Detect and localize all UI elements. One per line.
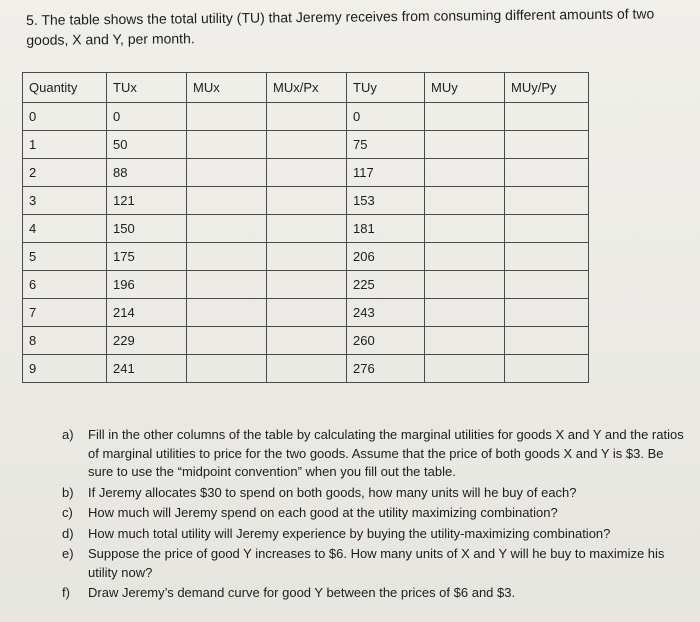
- cell-quantity: 2: [23, 159, 107, 187]
- subquestion-item: [62, 584, 687, 603]
- subquestion-item: [62, 484, 687, 503]
- table-row: [23, 243, 589, 271]
- subquestion-label: b): [62, 484, 74, 500]
- cell-tuy: 260: [347, 327, 425, 355]
- header-muy-py: MUy/Py: [505, 73, 589, 103]
- cell-mux-px: [267, 243, 347, 271]
- cell-muy-py: [505, 103, 589, 131]
- cell-tuy: 75: [347, 131, 425, 159]
- cell-tux: 121: [107, 187, 187, 215]
- subquestion-label: e): [62, 546, 74, 561]
- cell-muy-py: [505, 187, 589, 215]
- cell-quantity: 0: [23, 103, 107, 131]
- cell-mux-px: [267, 215, 347, 243]
- cell-muy: [425, 271, 505, 299]
- utility-table: [22, 72, 589, 383]
- subquestion-text: Fill in the other columns of the table by calculating the marginal utilities for goods X and Y and the ratios of marginal utilities to price for the two goods. Assume that the price of both goods X and Y is $3. Be sure to use the “midpoint convention” when you fill out the table.: [88, 427, 684, 479]
- cell-mux: [187, 159, 267, 187]
- cell-muy: [425, 131, 505, 159]
- table-body: [23, 103, 589, 383]
- question-heading-line-2: goods, X and Y, per month.: [26, 30, 195, 48]
- cell-mux-px: [267, 159, 347, 187]
- cell-muy-py: [505, 215, 589, 243]
- subquestion-text: Draw Jeremy’s demand curve for good Y between the prices of $6 and $3.: [88, 585, 516, 600]
- cell-tux: 175: [107, 243, 187, 271]
- header-quantity: Quantity: [23, 73, 107, 103]
- subquestion-item: [62, 525, 687, 544]
- cell-mux-px: [267, 187, 347, 215]
- cell-muy: [425, 187, 505, 215]
- table-header-row: [23, 73, 589, 103]
- subquestion-text: If Jeremy allocates $30 to spend on both goods, how many units will he buy of each?: [88, 484, 577, 500]
- cell-tuy: 276: [347, 355, 425, 383]
- cell-quantity: 1: [23, 131, 107, 159]
- header-tuy: TUy: [347, 73, 425, 103]
- cell-tuy: 0: [347, 103, 425, 131]
- subquestion-text: Suppose the price of good Y increases to $6. How many units of X and Y will he buy to maximize his utility now?: [88, 546, 665, 580]
- cell-muy-py: [505, 327, 589, 355]
- cell-muy: [425, 299, 505, 327]
- cell-mux: [187, 271, 267, 299]
- header-mux-px: MUx/Px: [267, 73, 347, 103]
- cell-muy-py: [505, 159, 589, 187]
- table-row: [23, 355, 589, 383]
- cell-muy: [425, 327, 505, 355]
- cell-mux-px: [267, 271, 347, 299]
- cell-muy: [425, 355, 505, 383]
- cell-mux-px: [267, 327, 347, 355]
- subquestion-item: [62, 504, 687, 523]
- header-tux: TUx: [107, 73, 187, 103]
- table-row: [23, 131, 589, 159]
- subquestion-label: d): [62, 525, 74, 541]
- cell-muy-py: [505, 243, 589, 271]
- cell-tux: 196: [107, 271, 187, 299]
- subquestion-list: [62, 426, 687, 605]
- cell-mux-px: [267, 355, 347, 383]
- question-heading: [26, 3, 686, 50]
- cell-tux: 214: [107, 299, 187, 327]
- cell-mux-px: [267, 103, 347, 131]
- cell-tux: 150: [107, 215, 187, 243]
- header-muy: MUy: [425, 73, 505, 103]
- cell-mux: [187, 131, 267, 159]
- cell-quantity: 4: [23, 215, 107, 243]
- cell-quantity: 9: [23, 355, 107, 383]
- cell-tux: 0: [107, 103, 187, 131]
- table-row: [23, 103, 589, 131]
- cell-muy-py: [505, 271, 589, 299]
- table-row: [23, 159, 589, 187]
- table-row: [23, 299, 589, 327]
- cell-mux: [187, 243, 267, 271]
- cell-muy-py: [505, 131, 589, 159]
- cell-tuy: 181: [347, 215, 425, 243]
- cell-muy: [425, 243, 505, 271]
- cell-quantity: 3: [23, 187, 107, 215]
- cell-mux-px: [267, 299, 347, 327]
- cell-muy-py: [505, 299, 589, 327]
- cell-mux: [187, 299, 267, 327]
- table-row: [23, 215, 589, 243]
- cell-quantity: 6: [23, 271, 107, 299]
- cell-muy-py: [505, 355, 589, 383]
- cell-tux: 50: [107, 131, 187, 159]
- subquestion-text: How much will Jeremy spend on each good at the utility maximizing combination?: [88, 505, 558, 520]
- cell-quantity: 5: [23, 243, 107, 271]
- subquestion-item: [62, 545, 687, 582]
- subquestion-item: [62, 426, 687, 482]
- cell-mux: [187, 327, 267, 355]
- subquestion-label: a): [62, 427, 74, 442]
- cell-muy: [425, 215, 505, 243]
- cell-tux: 229: [107, 327, 187, 355]
- cell-mux-px: [267, 131, 347, 159]
- cell-mux: [187, 187, 267, 215]
- subquestion-text: How much total utility will Jeremy experience by buying the utility-maximizing combination?: [88, 525, 611, 541]
- table-row: [23, 271, 589, 299]
- subquestion-label: f): [62, 585, 70, 600]
- cell-mux: [187, 215, 267, 243]
- cell-quantity: 8: [23, 327, 107, 355]
- cell-mux: [187, 355, 267, 383]
- cell-tuy: 117: [347, 159, 425, 187]
- cell-muy: [425, 103, 505, 131]
- cell-tuy: 243: [347, 299, 425, 327]
- table-row: [23, 187, 589, 215]
- cell-tuy: 225: [347, 271, 425, 299]
- question-heading-line-1: 5. The table shows the total utility (TU) that Jeremy receives from consuming different amounts of two: [26, 5, 655, 28]
- cell-tuy: 206: [347, 243, 425, 271]
- cell-tuy: 153: [347, 187, 425, 215]
- subquestion-label: c): [62, 505, 73, 520]
- cell-quantity: 7: [23, 299, 107, 327]
- cell-mux: [187, 103, 267, 131]
- cell-muy: [425, 159, 505, 187]
- header-mux: MUx: [187, 73, 267, 103]
- cell-tux: 241: [107, 355, 187, 383]
- table-row: [23, 327, 589, 355]
- cell-tux: 88: [107, 159, 187, 187]
